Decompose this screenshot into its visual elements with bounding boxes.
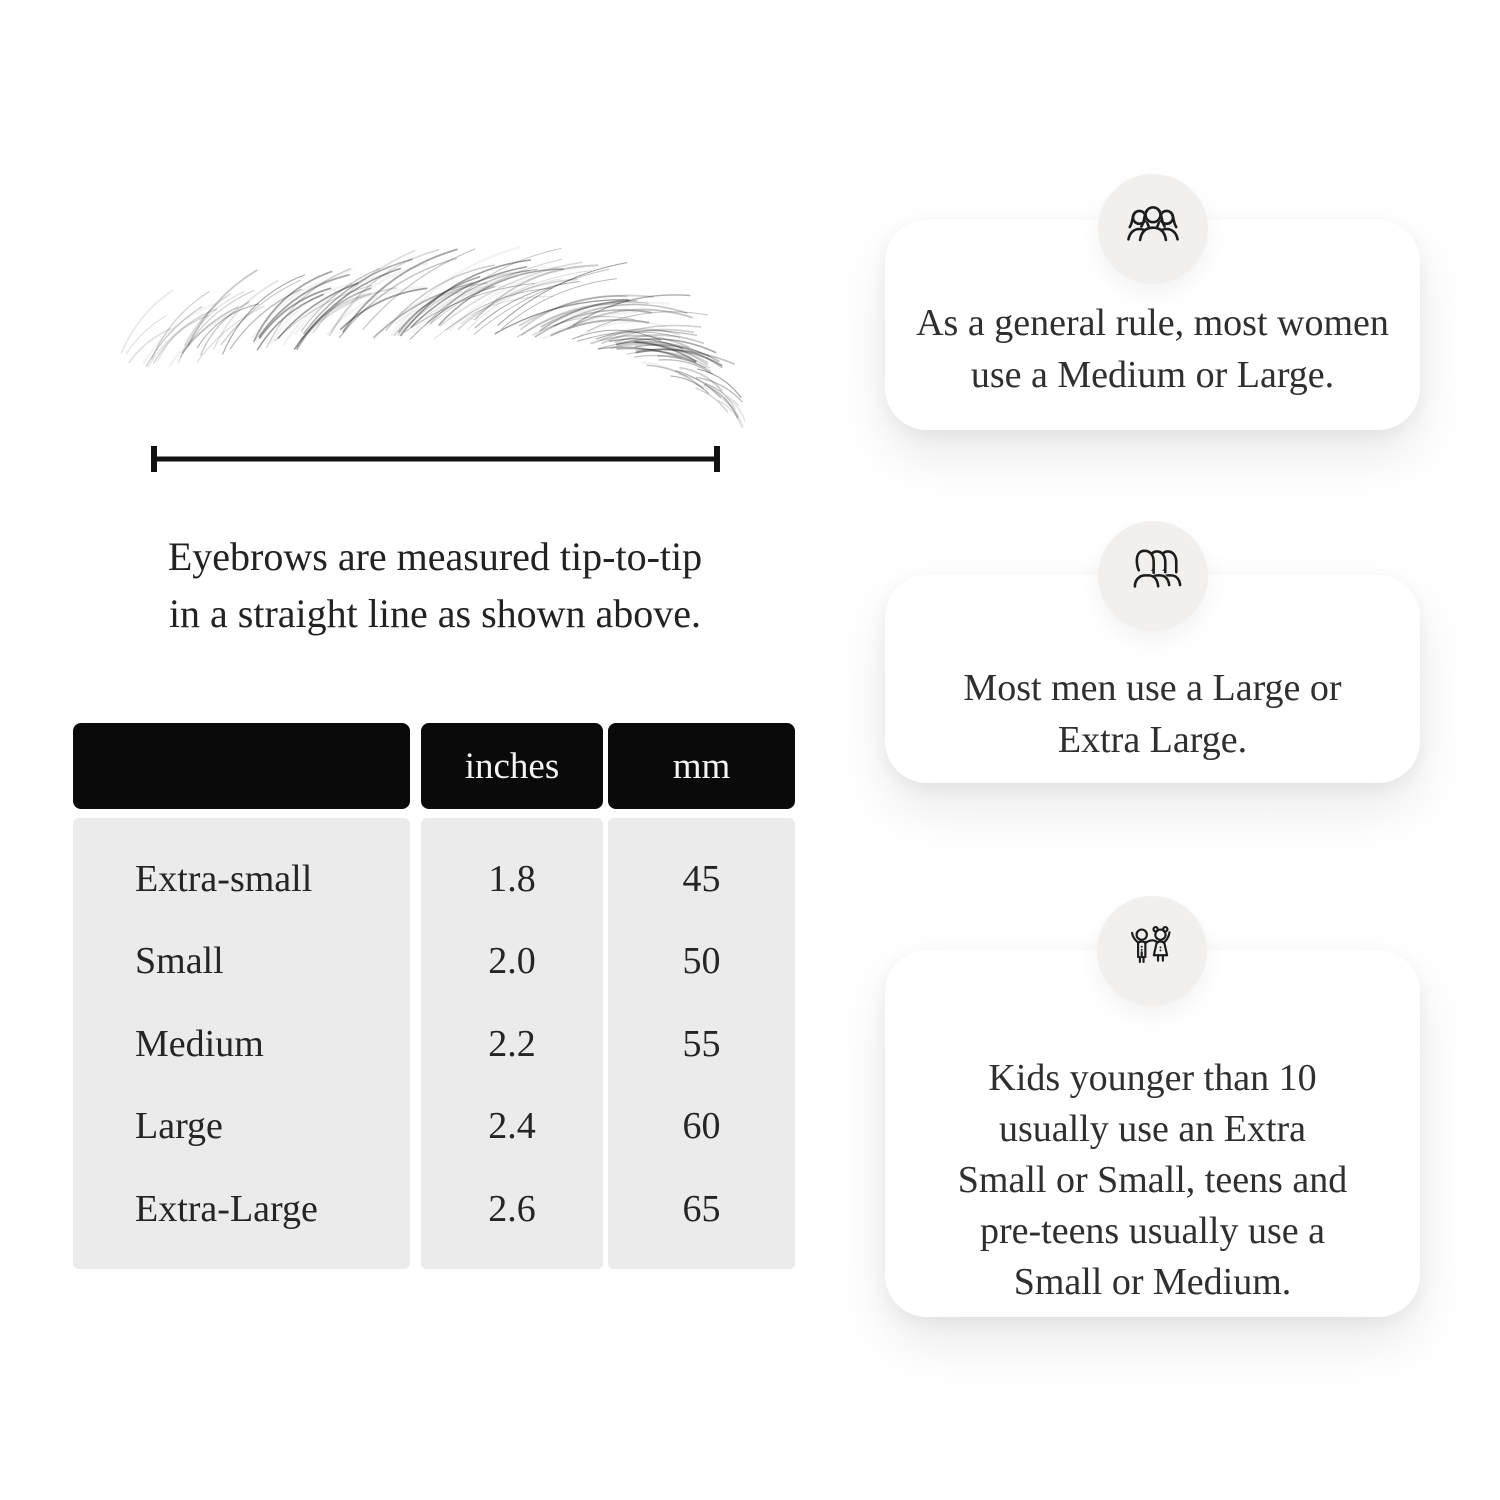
measurement-caption <box>100 528 770 642</box>
mm-value: 60 <box>682 1105 721 1147</box>
size-label: Small <box>135 940 224 982</box>
inches-value: 2.6 <box>488 1187 536 1230</box>
size-table-column-mm <box>608 723 795 1269</box>
mm-value: 45 <box>682 857 721 900</box>
card-text-line: pre-teens usually use a <box>979 1210 1326 1252</box>
size-table-inches-values <box>421 818 603 1269</box>
table-header-blank <box>73 723 410 809</box>
card-text-line: Kids younger than 10 <box>988 1057 1317 1099</box>
measurement-line <box>150 444 721 474</box>
card-text-line: As a general rule, most women <box>916 302 1389 344</box>
inches-value: 2.0 <box>488 940 536 982</box>
caption-line: Eyebrows are measured tip-to-tip <box>167 534 703 579</box>
caption-line: in a straight line as shown above. <box>168 591 702 636</box>
size-table-column-inches <box>421 723 603 1269</box>
men-group-icon <box>1122 545 1184 607</box>
card-text-line: usually use an Extra <box>998 1108 1307 1150</box>
size-label: Extra-Large <box>135 1187 318 1230</box>
eyebrow-illustration <box>110 245 750 430</box>
eyebrow-sketch <box>110 245 750 430</box>
inches-value: 2.2 <box>488 1022 536 1065</box>
size-table <box>73 723 795 1269</box>
card-text-line: Most men use a Large or <box>963 667 1342 709</box>
mm-value: 55 <box>682 1022 721 1065</box>
size-table-mm-values <box>608 818 795 1269</box>
inches-value: 2.4 <box>488 1105 536 1147</box>
kids-icon <box>1123 922 1181 980</box>
women-group-icon <box>1122 198 1184 260</box>
size-label: Extra-small <box>135 857 313 900</box>
card-text-line: use a Medium or Large. <box>970 354 1335 396</box>
kids-icon-circle <box>1097 896 1207 1006</box>
size-table-column-sizes <box>73 723 410 1269</box>
table-header-mm: mm <box>608 723 795 809</box>
inches-value: 1.8 <box>488 857 536 900</box>
men-icon-circle <box>1098 521 1208 631</box>
mm-value: 50 <box>682 940 721 982</box>
card-text-line: Extra Large. <box>1057 719 1248 761</box>
size-label: Medium <box>135 1022 264 1065</box>
women-icon-circle <box>1098 174 1208 284</box>
mm-value: 65 <box>682 1187 721 1230</box>
size-label: Large <box>135 1105 223 1147</box>
size-table-labels <box>73 818 410 1269</box>
table-header-inches: inches <box>421 723 603 809</box>
card-text-line: Small or Medium. <box>1013 1261 1292 1303</box>
card-text-line: Small or Small, teens and <box>957 1159 1348 1201</box>
